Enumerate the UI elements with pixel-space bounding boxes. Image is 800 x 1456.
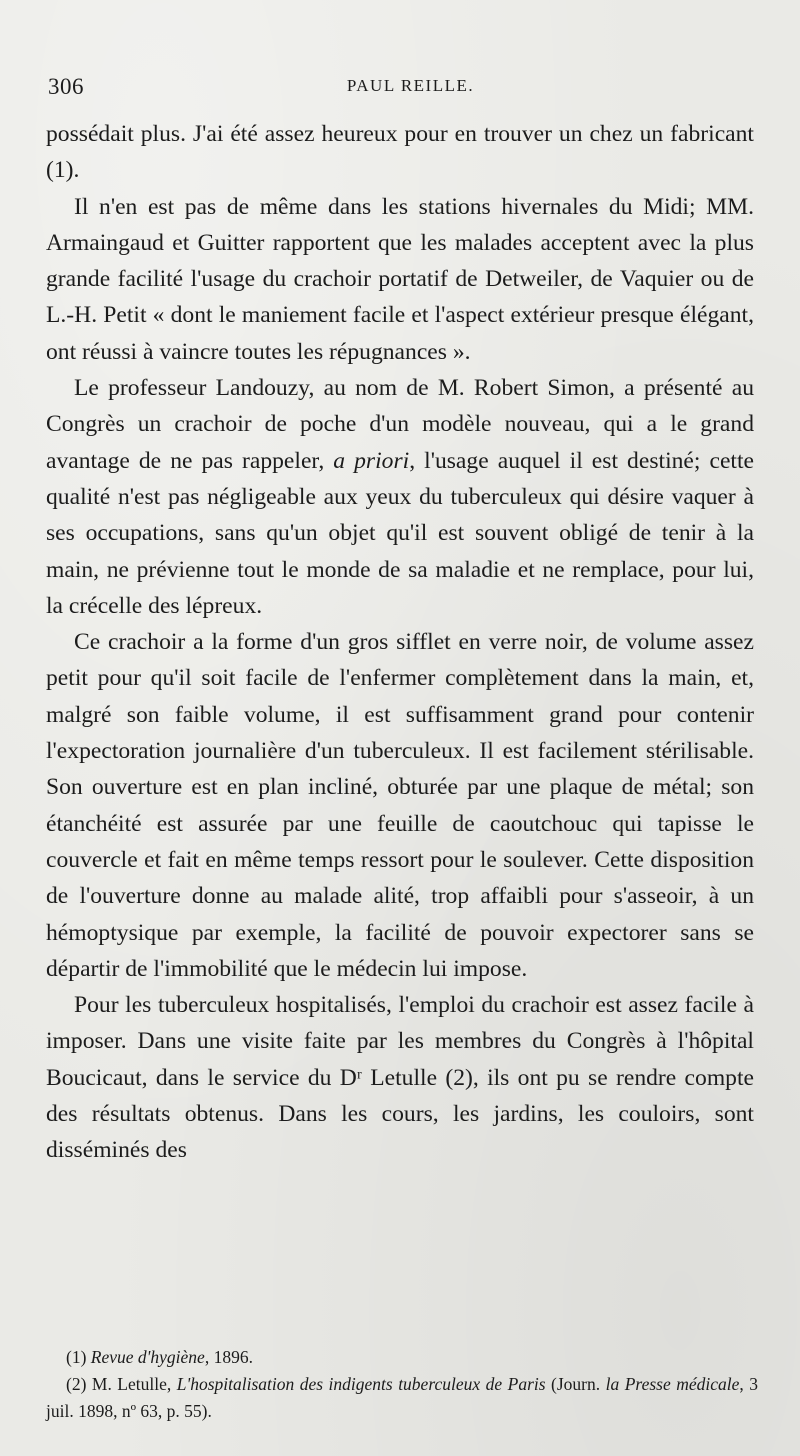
footnote-2 [46,1371,758,1425]
footnote-2-end: , 3 juil. 1898, nº 63, p. 55). [46,1374,758,1421]
footnote-1-title: Revue d'hygiène [90,1347,205,1367]
footnote-1-number: (1) [66,1347,87,1367]
paragraph-1: possédait plus. J'ai été assez heureux pour en trouver un chez un fabricant (1). [46,121,754,184]
footnotes [46,1344,758,1425]
paragraph-5: Pour les tuberculeux hospitalisés, l'emploi du crachoir est assez facile à imposer. Dans une visite faite par les membres du Congrès à l'hôpital Boucicaut, dans le service du Dʳ Letulle (2), ils ont pu se rendre compte des résultats obtenus. Dans les cours, les jardins, les couloirs, sont disséminés des [46,992,754,1164]
page-number: 306 [48,74,84,99]
footnote-2-mid: (Journ. [545,1374,606,1394]
body-text [46,116,754,1169]
paragraph-2: Il n'en est pas de même dans les stations hivernales du Midi; MM. Armaingaud et Guitter rapportent que les malades acceptent avec la plus grande facilité l'usage du crachoir portatif de Detweiler, de Vaquier ou de L.-H. Petit « dont le maniement facile et l'aspect extérieur presque élégant, ont réussi à vaincre toutes les répugnances ». [46,193,754,365]
footnote-2-journal: la Presse médicale [605,1374,740,1394]
paragraph-4: Ce crachoir a la forme d'un gros sifflet en verre noir, de volume assez petit pour qu'il soit facile de l'enfermer complètement dans la main, et, malgré son faible volume, il est suffisamment grand pour contenir l'expectoration journalière d'un tuberculeux. Il est facilement stérilisable. Son ouverture est en plan incliné, obturée par une plaque de métal; son étanchéité est assurée par une feuille de caoutchouc qui tapisse le couvercle et fait en même temps ressort pour le soulever. Cette disposition de l'ouverture donne au malade alité, trop affaibli pour s'asseoir, à un hémoptysique par exemple, la facilité de pouvoir expectorer sans se départir de l'immobilité que le médecin lui impose. [46,629,754,982]
footnote-2-start: (2) M. Letulle, [66,1374,177,1394]
paragraph-3-text-a: Le professeur Landouzy, au nom de M. Robert Simon, a présenté au Congrès un crachoir de poche d'un modèle nouveau, qui a le grand avantage de ne pas rappeler, [46,375,754,474]
footnote-1 [46,1344,758,1371]
paragraph-3 [46,370,754,624]
footnote-1-rest: , 1896. [204,1347,253,1367]
paragraph-3-italic: a priori [333,447,410,474]
page-header [48,70,753,106]
footnote-2-title: L'hospitalisation des indigents tuberculeux de Paris [176,1374,546,1394]
paragraph-3-text-b: , l'usage auquel il est destiné; cette qualité n'est pas négligeable aux yeux du tuberculeux qui désire vaquer à ses occupations, sans qu'un objet qu'il est souvent obligé de tenir à la main, ne prévienne tout le monde de sa maladie et ne remplace, pour lui, la crécelle des lépreux. [46,447,755,619]
running-head: PAUL REILLE. [346,76,475,95]
